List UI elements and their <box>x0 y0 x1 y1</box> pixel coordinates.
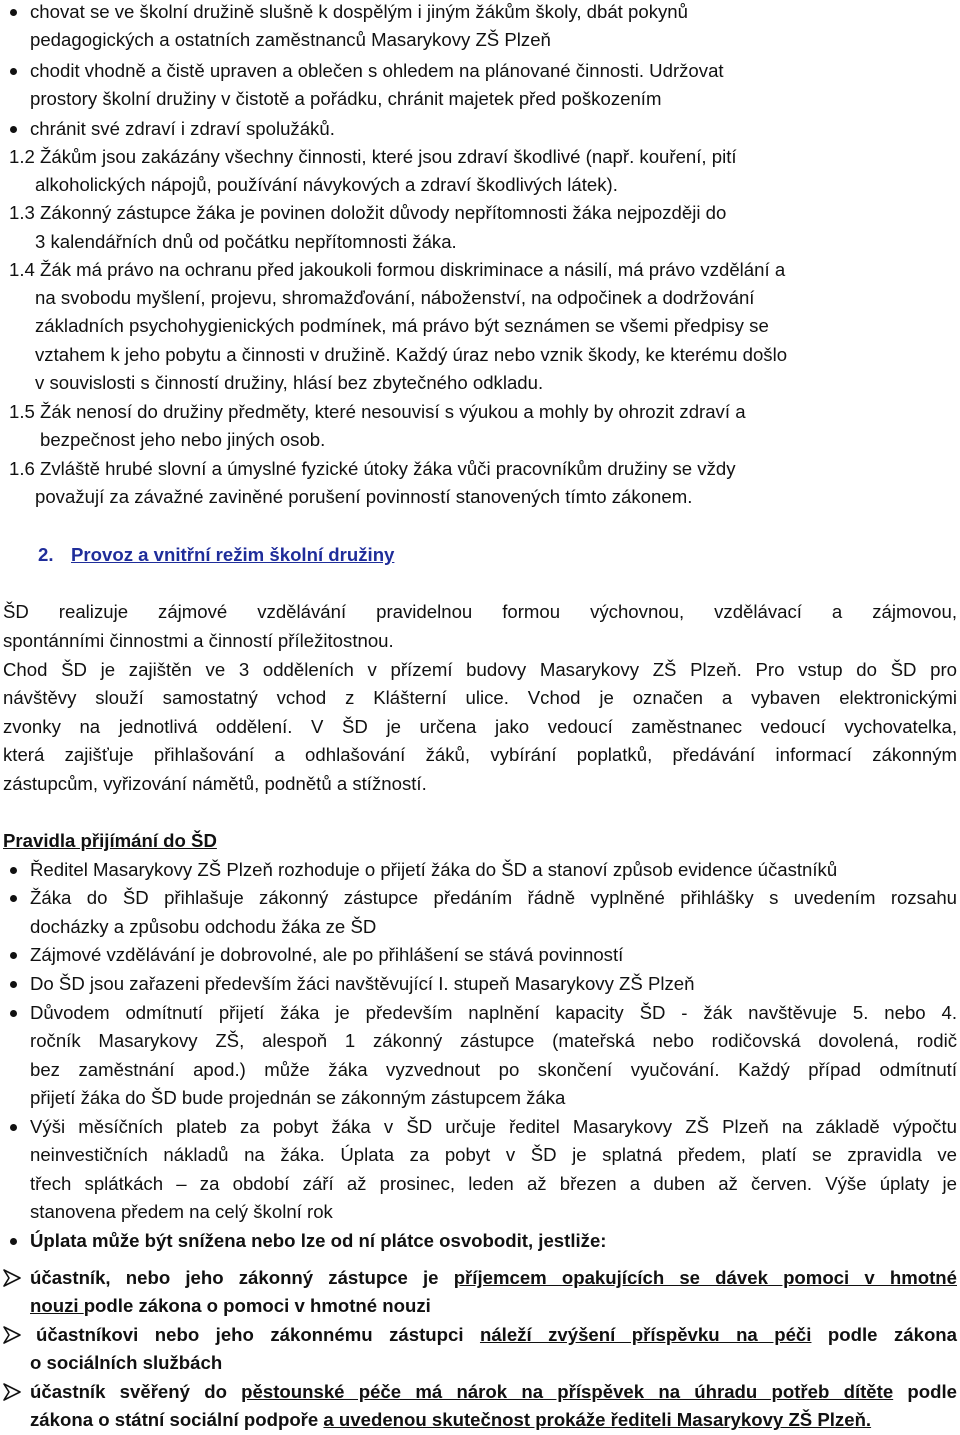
condition-underlined: a uvedenou skutečnost prokáže řediteli Masarykovy ZŠ Plzeň. <box>323 1409 872 1430</box>
condition-line <box>30 1406 871 1434</box>
condition-text: podle zákona o pomoci v hmotné nouzi <box>83 1295 431 1316</box>
bullet-icon <box>10 895 17 902</box>
rule-line: docházky a způsobu odchodu žáka ze ŠD <box>30 916 377 937</box>
rule-line: Výši měsíčních plateb za pobyt žáka v ŠD určuje ředitel Masarykovy ZŠ Plzeň na základě výpočtu <box>30 1116 957 1137</box>
paragraph-line: zástupcům, vyřizování námětů, podnětů a stížností. <box>3 773 427 794</box>
paragraph-line: spontánními činnostmi a činností příležitostnou. <box>3 630 394 651</box>
rules-heading: Pravidla přijímání do ŠD <box>3 830 217 851</box>
condition-underlined: nouzi <box>30 1295 84 1316</box>
numbered-item: 1.3 Zákonný zástupce žáka je povinen doložit důvody nepřítomnosti žáka nejpozději do <box>9 202 727 223</box>
numbered-item: bezpečnost jeho nebo jiných osob. <box>40 429 326 450</box>
paragraph-line: ŠD realizuje zájmové vzdělávání pravidelnou formou výchovnou, vzdělávací a zájmovou, <box>3 601 957 622</box>
condition-underlined: příjemcem opakujících se dávek pomoci v hmotné <box>453 1267 957 1288</box>
numbered-item: 1.2 Žákům jsou zakázány všechny činnosti, které jsou zdraví škodlivé (např. kouření, pití <box>9 146 737 167</box>
condition-line <box>30 1292 431 1320</box>
condition-underlined: pěstounské péče má nárok na příspěvek na úhradu potřeb dítěte <box>241 1381 894 1402</box>
condition-line <box>30 1264 957 1292</box>
condition-line: o sociálních službách <box>30 1352 223 1373</box>
rule-line: přijetí žáka do ŠD bude projednán se zákonným zástupcem žáka <box>30 1087 566 1108</box>
bullet-icon <box>10 952 17 959</box>
rule-line: Do ŠD jsou zařazeni především žáci navštěvující I. stupeň Masarykovy ZŠ Plzeň <box>30 973 695 994</box>
arrow-bullet-icon <box>2 1268 22 1288</box>
rule-line: Žáka do ŠD přihlašuje zákonný zástupce předáním řádně vyplněné přihlášky s uvedením rozsahu <box>30 887 957 908</box>
bullet-icon <box>10 9 17 16</box>
numbered-item: základních psychohygienických podmínek, má právo být seznámen se všemi předpisy se <box>35 315 769 336</box>
arrow-bullet-icon <box>2 1325 22 1345</box>
bullet-icon <box>10 126 17 133</box>
rule-line: Zájmové vzdělávání je dobrovolné, ale po přihlášení se stává povinností <box>30 944 624 965</box>
bullet-text: pedagogických a ostatních zaměstnanců Masarykovy ZŠ Plzeň <box>30 29 551 50</box>
bullet-icon <box>10 68 17 75</box>
numbered-item: považují za závažné zaviněné porušení povinností stanovených tímto zákonem. <box>35 486 693 507</box>
paragraph-line: návštěvy slouží samostatný vchod z Klášterní ulice. Vchod je označen a vybaven elektronickými <box>3 687 957 708</box>
bullet-icon <box>10 1238 17 1245</box>
paragraph-line: Chod ŠD je zajištěn ve 3 odděleních v přízemí budovy Masarykovy ZŠ Plzeň. Pro vstup do ŠD pro <box>3 659 957 680</box>
condition-line <box>36 1321 957 1349</box>
condition-text: zákona o státní sociální podpoře <box>30 1409 324 1430</box>
rule-line: bez zaměstnání apod.) může žáka vyzvednout po skončení vyučování. Každý případ odmítnutí <box>30 1059 957 1080</box>
bullet-icon <box>10 867 17 874</box>
fee-heading: Úplata může být snížena nebo lze od ní plátce osvobodit, jestliže: <box>30 1230 607 1251</box>
paragraph-line: která zajišťuje přihlašování a odhlašování žáků, vybírání poplatků, předávání informací zákonným <box>3 744 957 765</box>
bullet-text: chodit vhodně a čistě upraven a oblečen s ohledem na plánované činnosti. Udržovat <box>30 60 724 81</box>
rule-line: neinvestičních nákladů na žáka. Úplata za pobyt v ŠD je splatná předem, platí se zpravidla ve <box>30 1144 957 1165</box>
numbered-item: 1.4 Žák má právo na ochranu před jakoukoli formou diskriminace a násilí, má právo vzdělání a <box>9 259 786 280</box>
rule-line: Důvodem odmítnutí přijetí žáka je především naplnění kapacity ŠD - žák navštěvuje 5. nebo 4. <box>30 1002 957 1023</box>
condition-text: podle zákona <box>811 1324 958 1345</box>
condition-text: účastníkovi nebo jeho zákonnému zástupci <box>36 1324 480 1345</box>
numbered-item: na svobodu myšlení, projevu, shromažďování, náboženství, na odpočinek a dodržování <box>35 287 755 308</box>
numbered-item: 1.6 Zvláště hrubé slovní a úmyslné fyzické útoky žáka vůči pracovníkům družiny se vždy <box>9 458 736 479</box>
condition-text: účastník svěřený do <box>30 1381 242 1402</box>
numbered-item: 3 kalendářních dnů od počátku nepřítomnosti žáka. <box>35 231 457 252</box>
condition-text: podle <box>893 1381 958 1402</box>
numbered-item: alkoholických nápojů, používání návykových a zdraví škodlivých látek). <box>35 174 618 195</box>
arrow-bullet-icon <box>2 1382 22 1402</box>
condition-text: účastník, nebo jeho zákonný zástupce je <box>30 1267 454 1288</box>
condition-line <box>30 1378 957 1406</box>
bullet-icon <box>10 1124 17 1131</box>
bullet-text: prostory školní družiny v čistotě a pořádku, chránit majetek před poškozením <box>30 88 662 109</box>
numbered-item: v souvislosti s činností družiny, hlásí bez zbytečného odkladu. <box>35 372 544 393</box>
section-title: Provoz a vnitřní režim školní družiny <box>71 544 395 565</box>
bullet-icon <box>10 1010 17 1017</box>
condition-underlined: náleží zvýšení příspěvku na péči <box>479 1324 812 1345</box>
bullet-text: chovat se ve školní družině slušně k dospělým i jiným žákům školy, dbát pokynů <box>30 1 688 22</box>
numbered-item: vztahem k jeho pobytu a činnosti v družině. Každý úraz nebo vznik škody, ke kterému došlo <box>35 344 788 365</box>
numbered-item: 1.5 Žák nenosí do družiny předměty, které nesouvisí s výukou a mohly by ohrozit zdraví a <box>9 401 746 422</box>
paragraph-line: zvonky na jednotlivá oddělení. V ŠD je určena jako vedoucí zaměstnanec vedoucí vychovatelka, <box>3 716 957 737</box>
rule-line: stanovena předem na celý školní rok <box>30 1201 333 1222</box>
rule-line: třech splátkách – za období září až prosinec, leden až březen a duben až červen. Výše úplaty je <box>30 1173 957 1194</box>
section-number: 2. <box>38 544 54 565</box>
rule-line: ročník Masarykovy ZŠ, alespoň 1 zákonný zástupce (mateřská nebo rodičovská dovolená, rodič <box>30 1030 957 1051</box>
bullet-icon <box>10 981 17 988</box>
bullet-text: chránit své zdraví i zdraví spolužáků. <box>30 118 335 139</box>
rule-line: Ředitel Masarykovy ZŠ Plzeň rozhoduje o přijetí žáka do ŠD a stanoví způsob evidence účastníků <box>30 859 838 880</box>
